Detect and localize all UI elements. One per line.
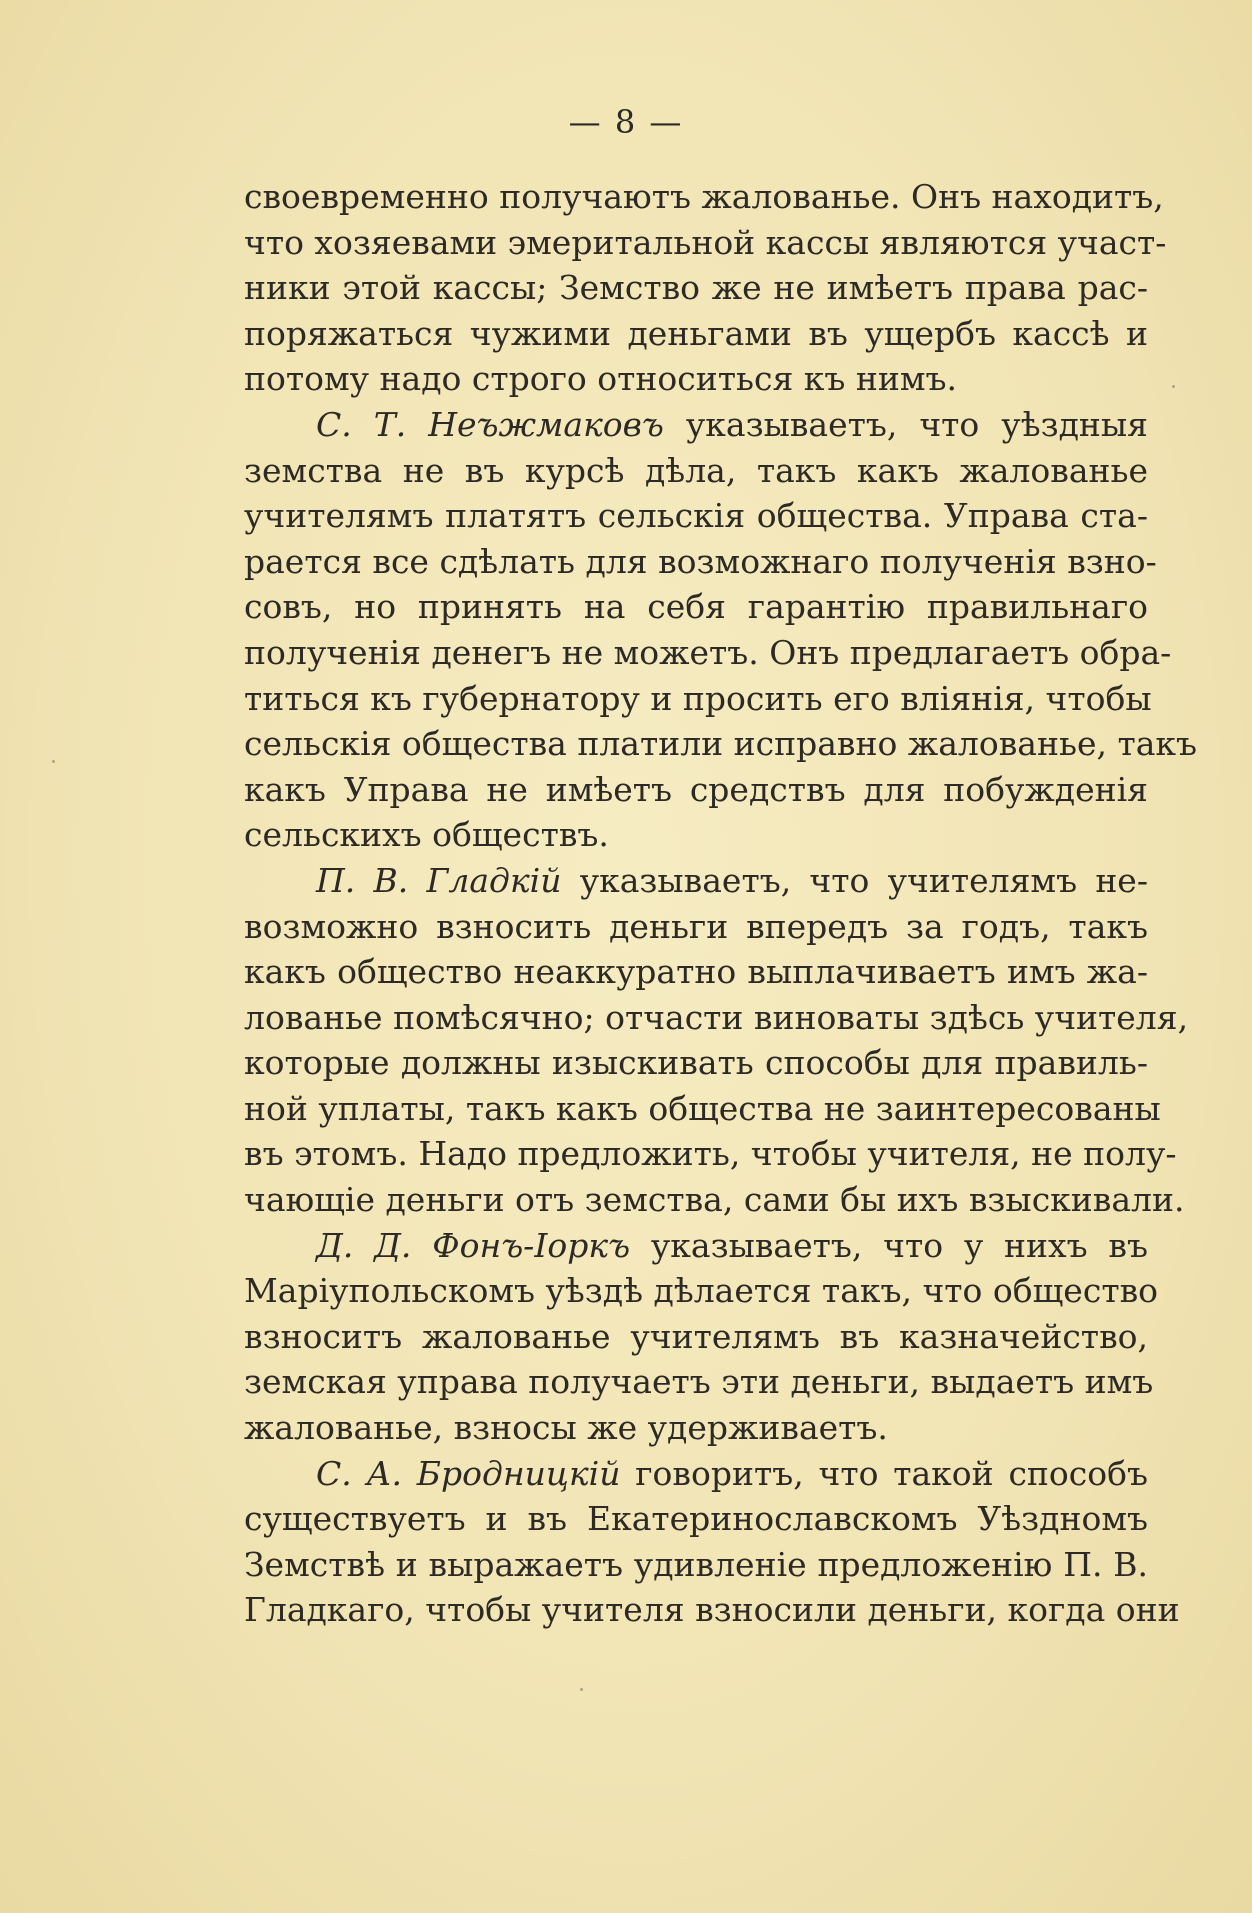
speaker-name: С. Т. Неъжмаковъ [316, 404, 664, 444]
text-line: потому надо строго относиться къ нимъ. [244, 359, 958, 399]
text-fragment: указываетъ, что учителямъ не- [561, 860, 1148, 900]
page-number: — 8 — [568, 103, 684, 141]
text-line: ной уплаты, такъ какъ общества не заинтересованы [244, 1088, 1161, 1128]
paper-speck [1172, 385, 1175, 388]
text-line: полученія денегъ не можетъ. Онъ предлагаетъ обра- [244, 632, 1172, 672]
paragraph-fon-iork [244, 1223, 1159, 1451]
text-line: рается все сдѣлать для возможнаго полученія взно- [244, 541, 1157, 581]
paragraph-nezhmakov [244, 402, 1198, 858]
text-line: взноситъ жалованье учителямъ въ казначейство, [244, 1316, 1148, 1356]
text-line: жалованье, взносы же удерживаетъ. [244, 1408, 888, 1448]
text-line [244, 1451, 1148, 1497]
text-line: какъ общество неаккуратно выплачиваетъ имъ жа- [244, 952, 1148, 992]
text-line: учителямъ платятъ сельскія общества. Управа ста- [244, 496, 1148, 536]
text-line: существуетъ и въ Екатеринославскомъ Уѣздномъ [244, 1499, 1148, 1539]
text-line: что хозяевами эмеритальной кассы являются участ- [244, 222, 1167, 262]
text-fragment: указываетъ, что у нихъ въ [630, 1225, 1148, 1265]
text-line: сельскихъ обществъ. [244, 815, 609, 855]
text-line: ники этой кассы; Земство же не имѣетъ права рас- [244, 268, 1148, 308]
paragraph-continuation [244, 174, 1167, 402]
text-line: въ этомъ. Надо предложить, чтобы учителя, не полу- [244, 1134, 1177, 1174]
text-line: Земствѣ и выражаетъ удивленіе предложенію П. В. [244, 1544, 1148, 1584]
text-line [244, 858, 1148, 904]
text-line [244, 1223, 1148, 1269]
speaker-name: П. В. Гладкій [316, 860, 562, 900]
paper-speck [580, 1688, 583, 1691]
paper-speck [52, 760, 55, 763]
paragraph-gladkiy [244, 858, 1189, 1223]
body-text [244, 174, 1198, 1633]
text-line: земская управа получаетъ эти деньги, выдаетъ имъ [244, 1362, 1154, 1402]
text-fragment: указываетъ, что уѣздныя [663, 404, 1149, 444]
speaker-name: С. А. Бродницкій [316, 1453, 621, 1493]
text-line: поряжаться чужими деньгами въ ущербъ кассѣ и [244, 313, 1148, 353]
text-line: совъ, но принять на себя гарантію правильнаго [244, 587, 1148, 627]
text-line: земства не въ курсѣ дѣла, такъ какъ жалованье [244, 450, 1148, 490]
text-line: лованье помѣсячно; отчасти виноваты здѣсь учителя, [244, 997, 1189, 1037]
speaker-name: Д. Д. Фонъ-Іоркъ [316, 1225, 631, 1265]
text-line: своевременно получаютъ жалованье. Онъ находитъ, [244, 177, 1164, 216]
paragraph-brodnitskiy [244, 1451, 1180, 1633]
text-line [244, 402, 1148, 448]
text-line: Гладкаго, чтобы учителя взносили деньги, когда они [244, 1590, 1180, 1630]
text-line: сельскія общества платили исправно жалованье, такъ [244, 724, 1198, 764]
text-line: какъ Управа не имѣетъ средствъ для побужденія [244, 769, 1148, 809]
text-line: возможно взносить деньги впередъ за годъ, такъ [244, 906, 1148, 946]
text-line: чающіе деньги отъ земства, сами бы ихъ взыскивали. [244, 1180, 1185, 1220]
text-line: титься къ губернатору и просить его вліянія, чтобы [244, 678, 1152, 718]
text-fragment: говоритъ, что такой способъ [620, 1453, 1149, 1493]
text-line: которые должны изыскивать способы для правиль- [244, 1043, 1148, 1083]
text-line: Маріупольскомъ уѣздѣ дѣлается такъ, что общество [244, 1271, 1159, 1311]
